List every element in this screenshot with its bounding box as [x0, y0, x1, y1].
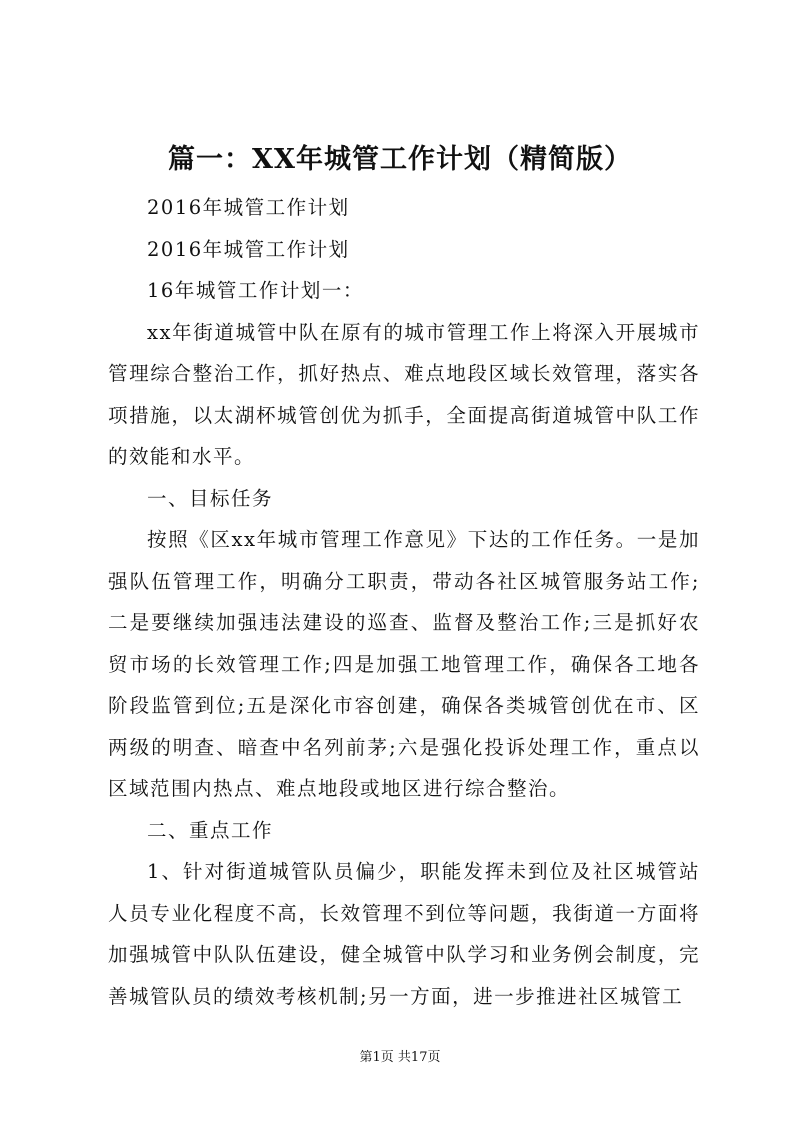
paragraph-intro: xx年街道城管中队在原有的城市管理工作上将深入开展城市管理综合整治工作，抓好热点、难点地段区域长效管理，落实各项措施，以太湖杯城管创优为抓手，全面提高街道城管中队工作的效能和水平。	[108, 320, 700, 468]
section-heading-goals: 一、目标任务	[147, 486, 274, 510]
document-body	[108, 187, 700, 1017]
paragraph-key-work-1: 1、针对街道城管队员偏少，职能发挥未到位及社区城管站人员专业化程度不高，长效管理不到位等问题，我街道一方面将加强城管中队队伍建设，健全城管中队学习和业务例会制度，完善城管队员的绩效考核机制;另一方面，进一步推进社区城管工	[108, 860, 700, 1008]
paragraph-plan-heading-2: 2016年城管工作计划	[147, 237, 350, 261]
paragraph-plan-heading-1: 2016年城管工作计划	[147, 196, 350, 219]
section-heading-key-work: 二、重点工作	[147, 818, 274, 842]
paragraph-goals: 按照《区xx年城市管理工作意见》下达的工作任务。一是加强队伍管理工作，明确分工职责，带动各社区城管服务站工作;二是要继续加强违法建设的巡查、监督及整治工作;三是抓好农贸市场的长效管理工作;四是加强工地管理工作，确保各工地各阶段监管到位;五是深化市容创建，确保各类城管创优在市、区两级的明查、暗查中名列前茅;六是强化投诉处理工作，重点以区域范围内热点、难点地段或地区进行综合整治。	[108, 528, 700, 800]
page-number: 第1页 共17页	[359, 1050, 441, 1065]
paragraph-plan-subheading: 16年城管工作计划一：	[147, 279, 364, 302]
document-title: 篇一：XX年城管工作计划（精简版）	[168, 144, 632, 175]
